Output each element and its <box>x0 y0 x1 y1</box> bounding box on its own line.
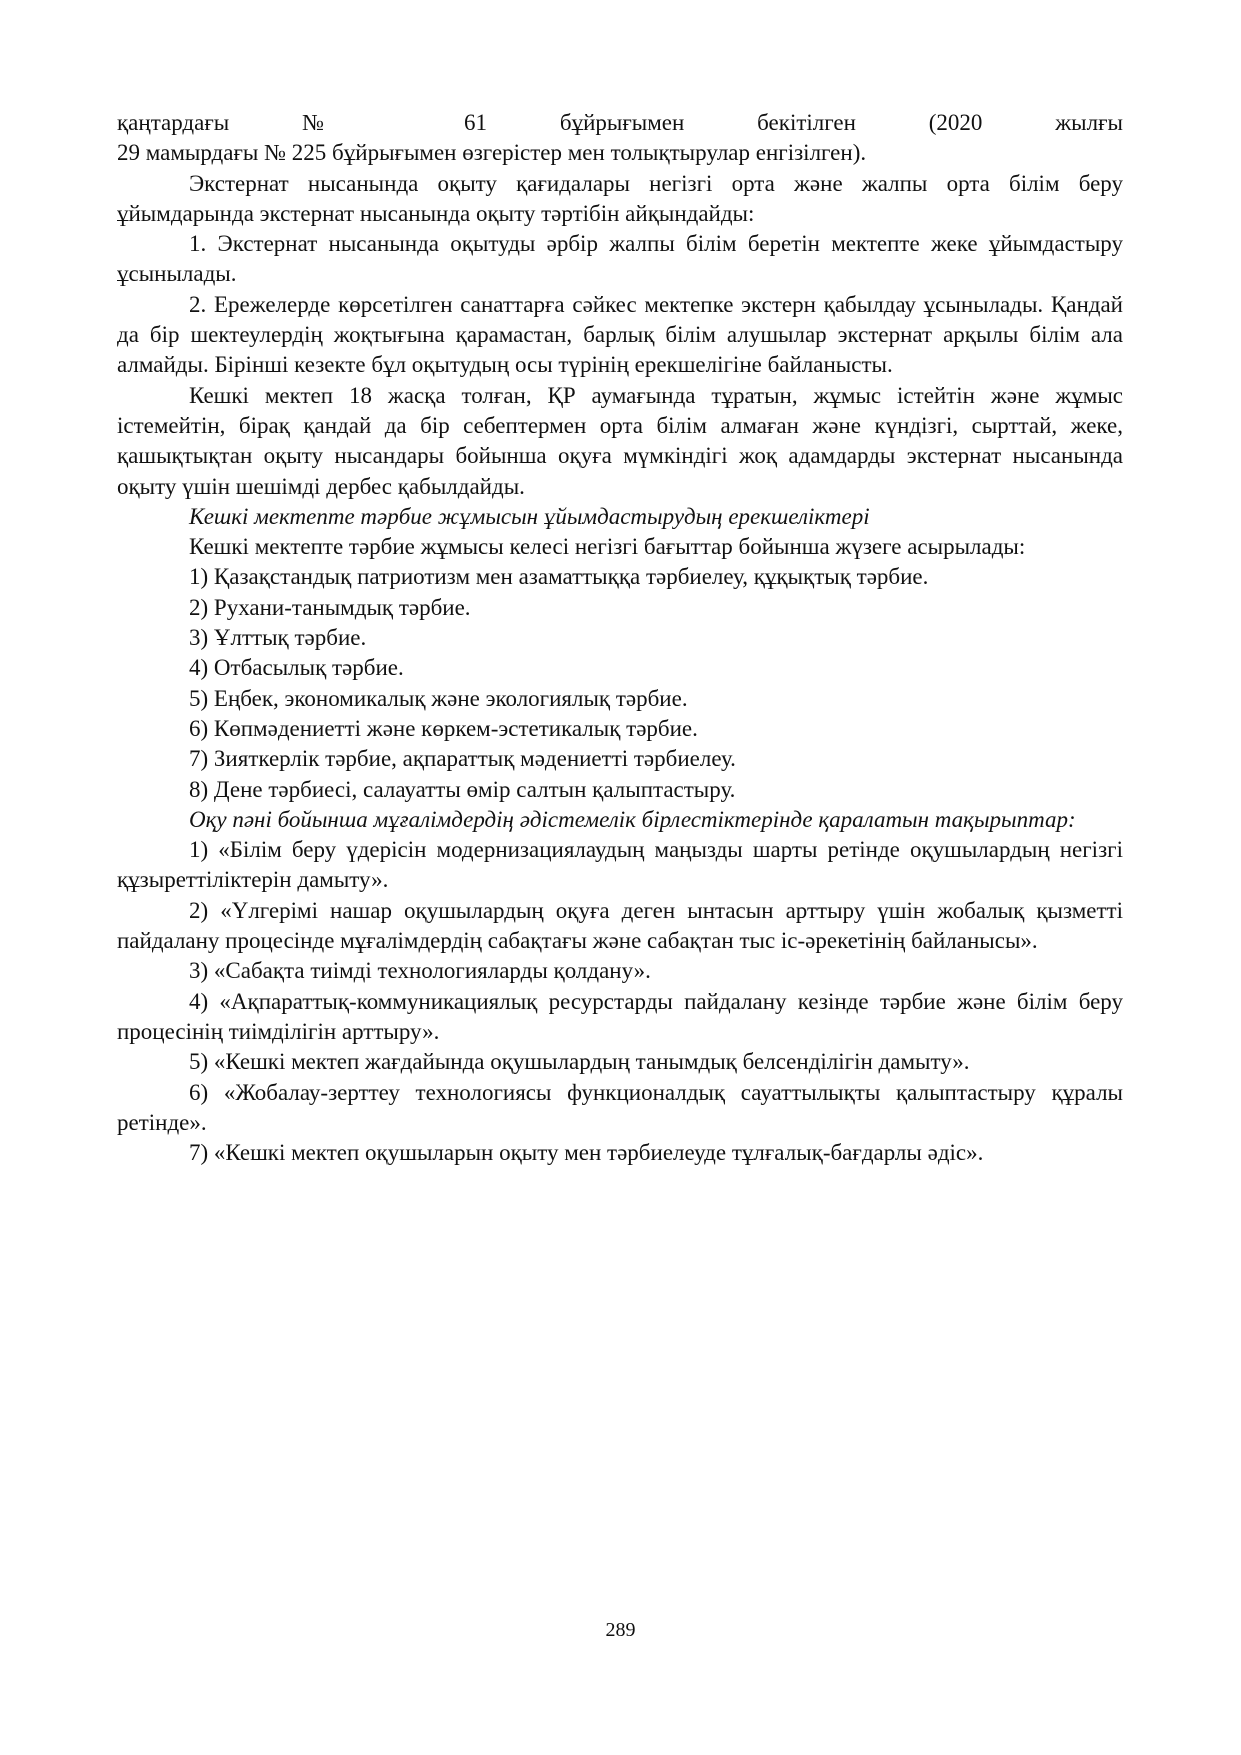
list-item: 6) «Жобалау-зерттеу технологиясы функционалдық сауаттылықты қалыптастыру құралы ретінде». <box>117 1079 1123 1135</box>
list-item: 7) «Кешкі мектеп оқушыларын оқыту мен тәрбиелеуде тұлғалық-бағдарлы әдіс». <box>189 1140 984 1166</box>
list-item: 4) Отбасылық тәрбие. <box>189 655 404 681</box>
list-item: 3) Ұлттық тәрбие. <box>189 625 367 651</box>
paragraph-order-reference-line1: қаңтардағы № 61 бұйрығымен бекітілген (2020 жылғы <box>117 110 1123 135</box>
list-item: 4) «Ақпараттық-коммуникациялық ресурстарды пайдалану кезінде тәрбие және білім беру процесінің тиімділігін арттыру». <box>117 988 1123 1044</box>
list-item: 1) Қазақстандық патриотизм мен азаматтыққа тәрбиелеу, құқықтық тәрбие. <box>189 564 929 590</box>
section-intro-upbringing-directions: Кешкі мектепте тәрбие жұмысы келесі негізгі бағыттар бойынша жүзеге асырылады: <box>189 534 1026 560</box>
upbringing-directions-list <box>117 562 1123 804</box>
list-item: 5) Еңбек, экономикалық және экологиялық тәрбие. <box>189 685 688 711</box>
list-item: 6) Көпмәдениетті және көркем-эстетикалық тәрбие. <box>189 715 698 741</box>
section-heading-upbringing-features: Кешкі мектепте тәрбие жұмысын ұйымдастырудың ерекшеліктері <box>189 503 870 529</box>
list-item: 5) «Кешкі мектеп жағдайында оқушылардың танымдық белсенділігін дамыту». <box>189 1049 970 1075</box>
paragraph-order-reference-line2: 29 мамырдағы № 225 бұйрығымен өзгерістер мен толықтырулар енгізілген). <box>117 140 867 166</box>
list-item: 3) «Сабақта тиімді технологияларды қолдану». <box>189 958 651 984</box>
section-heading-methodical-topics: Оқу пәні бойынша мұғалімдердің әдістемелік бірлестіктерінде қаралатын тақырыптар: <box>189 806 1076 832</box>
document-page <box>117 108 1123 1168</box>
page-number: 289 <box>605 1619 636 1641</box>
list-item: 8) Дене тәрбиесі, салауатты өмір салтын қалыптастыру. <box>189 776 736 802</box>
paragraph-rule-2: 2. Ережелерде көрсетілген санаттарға сәйкес мектепке экстерн қабылдау ұсынылады. Қандай да бір шектеулердің жоқтығына қарамастан, барлық білім алушылар экстернат арқылы білім ала алмайды. Бірінші кезекте бұл оқытудың осы түрінің ерекшелігіне байланысты. <box>117 291 1123 378</box>
paragraph-external-study-rules: Экстернат нысанында оқыту қағидалары негізгі орта және жалпы орта білім беру ұйымдарында экстернат нысанында оқыту тәртібін айқындайды: <box>117 170 1123 226</box>
list-item: 2) «Үлгерімі нашар оқушылардың оқуға деген ынтасын арттыру үшін жобалық қызметті пайдалану процесінде мұғалімдердің сабақтағы және сабақтан тыс іс-әрекетінің байланысы». <box>117 897 1123 954</box>
list-item: 2) Рухани-танымдық тәрбие. <box>189 594 471 620</box>
paragraph-evening-school-decision: Кешкі мектеп 18 жасқа толған, ҚР аумағында тұратын, жұмыс істейтін және жұмыс істемейтін, бірақ қандай да бір себептермен орта білім алмаған және күндізгі, сырттай, жеке, қашықтықтан оқыту нысандары бойынша оқуға мүмкіндігі жоқ адамдарды экстернат нысанында оқыту үшін шешімді дербес қабылдайды. <box>117 382 1123 499</box>
list-item: 1) «Білім беру үдерісін модернизациялаудың маңызды шарты ретінде оқушылардың негізгі құзыреттіліктерін дамыту». <box>117 837 1123 893</box>
list-item: 7) Зияткерлік тәрбие, ақпараттық мәдениетті тәрбиелеу. <box>189 746 736 772</box>
paragraph-rule-1: 1. Экстернат нысанында оқытуды әрбір жалпы білім беретін мектепте жеке ұйымдастыру ұсынылады. <box>117 231 1123 287</box>
methodical-topics-list <box>117 835 1123 1168</box>
